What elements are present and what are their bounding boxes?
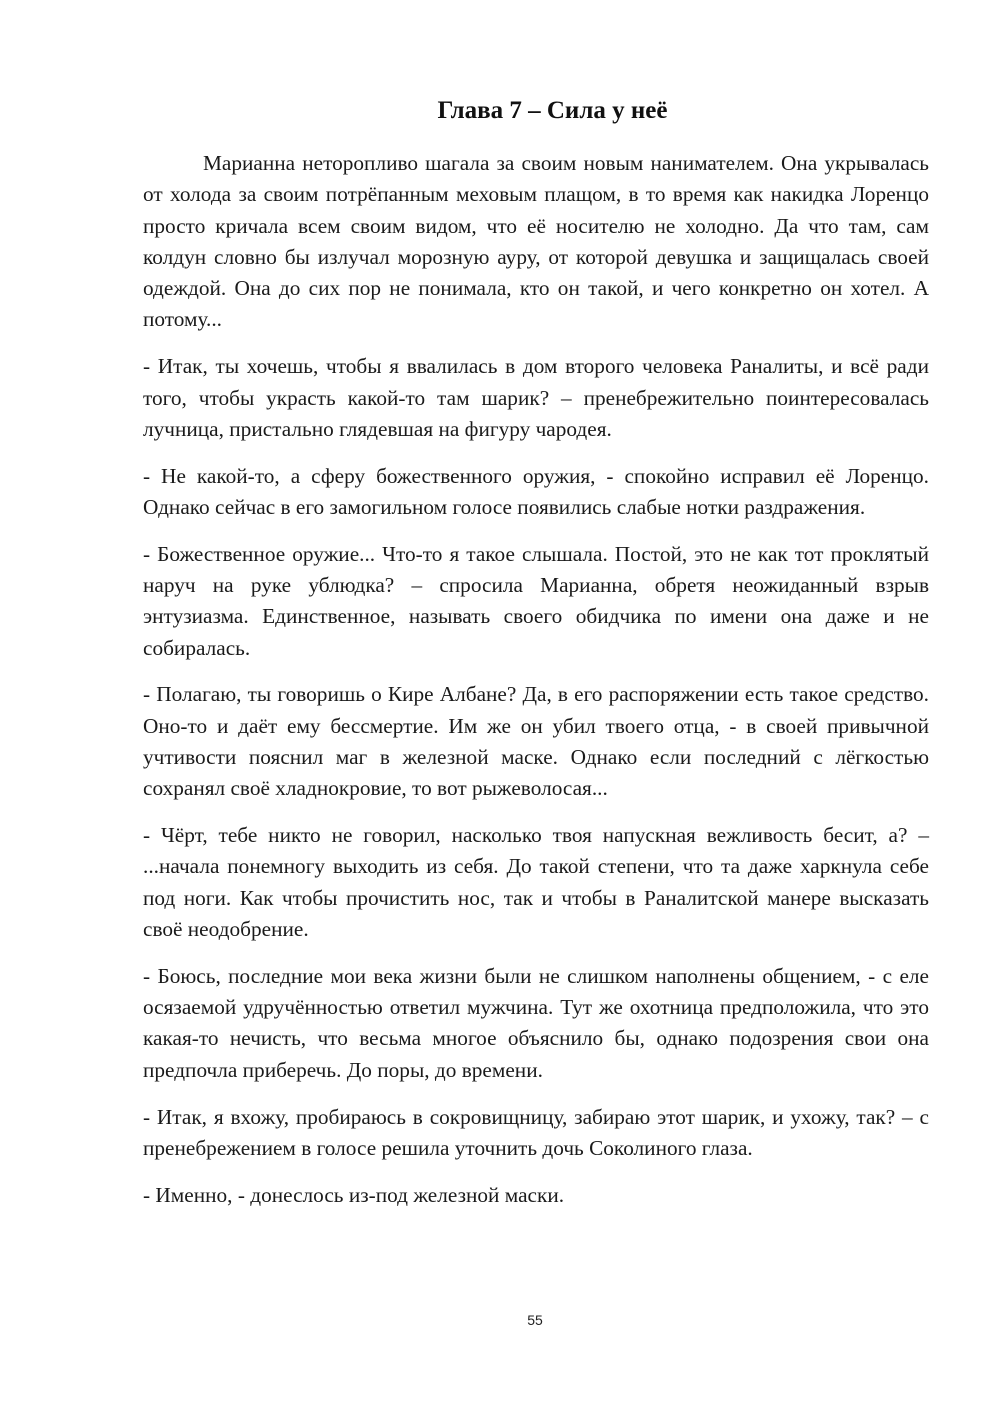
paragraph-dialogue: - Итак, ты хочешь, чтобы я ввалилась в дом второго человека Раналиты, и всё ради того, чтобы украсть какой-то там шарик? – пренебрежительно поинтересовалась лучница, пристально глядевшая на фигуру чародея. [143, 354, 929, 441]
paragraph-dialogue: - Полагаю, ты говоришь о Кире Албане? Да, в его распоряжении есть такое средство. Оно-то и даёт ему бессмертие. Им же он убил твоего отца, - в своей привычной учтивости пояснил маг в железной маске. Однако если последний с лёгкостью сохранял своё хладнокровие, то вот рыжеволосая... [143, 682, 929, 801]
chapter-title: Глава 7 – Сила у неё [437, 97, 668, 124]
paragraph-dialogue: - Не какой-то, а сферу божественного оружия, - спокойно исправил её Лоренцо. Однако сейчас в его замогильном голосе появились слабые нотки раздражения. [143, 463, 929, 519]
paragraph-dialogue: - Божественное оружие... Что-то я такое слышала. Постой, это не как тот проклятый наруч на руке ублюдка? – спросила Марианна, обретя неожиданный взрыв энтузиазма. Единственное, называть своего обидчика по имени она даже и не собиралась. [143, 541, 929, 660]
paragraph-dialogue: - Чёрт, тебе никто не говорил, насколько твоя напускная вежливость бесит, а? – ...начала понемногу выходить из себя. До такой степени, что та даже харкнула себе под ноги. Как чтобы прочистить нос, так и чтобы в Раналитской манере высказать своё неодобрение. [143, 823, 929, 942]
chapter-body [143, 148, 929, 1226]
paragraph-dialogue: - Боюсь, последние мои века жизни были не слишком наполнены общением, - с еле осязаемой удручённостью ответил мужчина. Тут же охотница предположила, что это какая-то нечисть, что весьма многое объяснило бы, однако подозрения свои она предпочла приберечь. До поры, до времени. [143, 963, 929, 1082]
paragraph-dialogue: - Итак, я вхожу, пробираюсь в сокровищницу, забираю этот шарик, и ухожу, так? – с пренебрежением в голосе решила уточнить дочь Соколиного глаза. [143, 1104, 929, 1160]
paragraph-dialogue: - Именно, - донеслось из-под железной маски. [143, 1182, 565, 1207]
paragraph-narration-intro: Марианна неторопливо шагала за своим новым нанимателем. Она укрывалась от холода за своим потрёпанным меховым плащом, в то время как накидка Лоренцо просто кричала всем своим видом, что её носителю не холодно. Да что там, сам колдун словно бы излучал морозную ауру, от которой девушка и защищалась своей одеждой. Она до сих пор не понимала, кто он такой, и чего конкретно он хотел. А потому... [143, 151, 929, 332]
page-number: 55 [527, 1312, 543, 1328]
